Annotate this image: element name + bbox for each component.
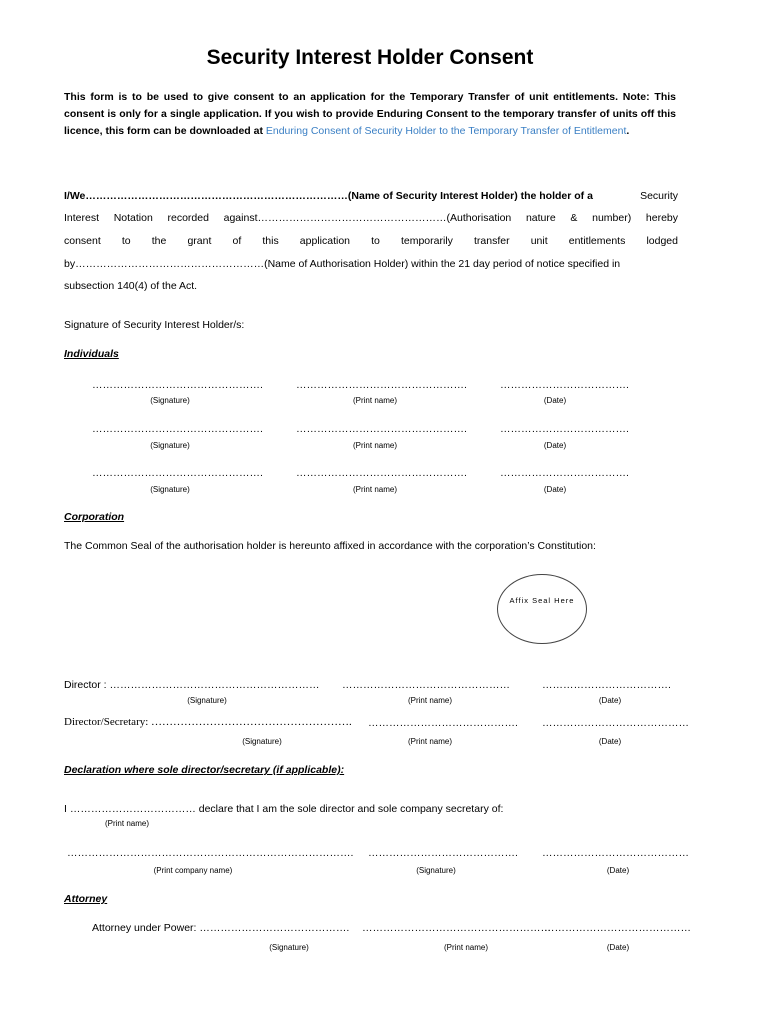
- consent-line-1-end: Security: [640, 190, 678, 202]
- signature-heading: Signature of Security Interest Holder/s:: [64, 319, 245, 331]
- secretary-name-field[interactable]: …………………………………….: [368, 717, 518, 729]
- director-name-caption: (Print name): [407, 696, 452, 705]
- intro-note: [64, 89, 676, 140]
- individual-1-name-caption: (Print name): [352, 396, 397, 405]
- individual-1-signature-caption: (Signature): [150, 396, 190, 405]
- declaration-text[interactable]: I ……………………………… declare that I am the sole director and sole company secretary of:: [64, 803, 504, 815]
- corporation-text: The Common Seal of the authorisation holder is hereunto affixed in accordance with the corporation’s Constitution:: [64, 540, 596, 552]
- secretary-signature-caption: (Signature): [242, 737, 282, 746]
- attorney-date-caption: (Date): [606, 943, 630, 952]
- consent-line-1: [64, 190, 678, 202]
- intro-note-end: .: [626, 125, 630, 137]
- declaration-signature-caption: (Signature): [416, 866, 456, 875]
- attorney-signature-field[interactable]: Attorney under Power: …………………………………….: [92, 922, 350, 934]
- corporation-heading: Corporation: [64, 511, 125, 523]
- consent-line-4: by………………………………………………(Name of Authorisation Holder) within the 21 day period of notice specified in: [64, 258, 621, 270]
- consent-line-5: subsection 140(4) of the Act.: [64, 280, 198, 292]
- director-name-field[interactable]: …………………………………………: [342, 679, 510, 691]
- consent-line-2: Interest Notation recorded against………………………………………………(Authorisation nature & number) hereby: [64, 212, 678, 224]
- individual-2-date-field[interactable]: ……………………………….: [500, 423, 629, 435]
- individual-3-name-field[interactable]: ………………………………………….: [296, 467, 467, 479]
- individual-3-date-field[interactable]: ……………………………….: [500, 467, 629, 479]
- director-date-field[interactable]: ……………………………….: [542, 679, 671, 691]
- director-signature-field[interactable]: Director : ……………………………………………………: [64, 679, 320, 691]
- secretary-name-caption: (Print name): [407, 737, 452, 746]
- attorney-signature-caption: (Signature): [269, 943, 309, 952]
- individual-3-signature-caption: (Signature): [150, 485, 190, 494]
- declaration-date-caption: (Date): [606, 866, 630, 875]
- individual-1-date-field[interactable]: ……………………………….: [500, 379, 629, 391]
- individual-2-name-caption: (Print name): [352, 441, 397, 450]
- individual-3-signature-field[interactable]: ………………………………………….: [92, 467, 263, 479]
- attorney-date-field[interactable]: ……………………………………: [544, 922, 691, 934]
- individual-3-date-caption: (Date): [543, 485, 567, 494]
- declaration-heading: Declaration where sole director/secretary (if applicable):: [64, 764, 345, 776]
- seal-text: Affix Seal Here: [509, 596, 575, 605]
- director-date-caption: (Date): [598, 696, 622, 705]
- secretary-date-field[interactable]: ……………………………………: [542, 717, 689, 729]
- attorney-name-field[interactable]: ………………………………………………: [362, 922, 551, 934]
- individual-1-signature-field[interactable]: ………………………………………….: [92, 379, 263, 391]
- declaration-company-field[interactable]: ……………………………………………………………………….: [67, 847, 354, 859]
- director-signature-caption: (Signature): [187, 696, 227, 705]
- consent-line-3: consent to the grant of this application to temporarily transfer unit entitlements lodged: [64, 235, 678, 247]
- seal-circle[interactable]: [497, 574, 587, 644]
- consent-line-1-start: I/We…………………………………………………………………(Name of Security Interest Holder) the holder of a: [64, 190, 593, 202]
- attorney-heading: Attorney: [64, 893, 108, 905]
- individual-2-date-caption: (Date): [543, 441, 567, 450]
- declaration-signature-field[interactable]: …………………………………….: [368, 847, 518, 859]
- intro-note-text: This form is to be used to give consent to an application for the Temporary Transfer of unit entitlements. Note: This consent is only for a single application. If you wish to provide Enduring Consent to the temporary transfer of units off this licence, this form can be downloaded at: [64, 91, 676, 137]
- secretary-date-caption: (Date): [598, 737, 622, 746]
- declaration-company-caption: (Print company name): [153, 866, 233, 875]
- individual-2-signature-field[interactable]: ………………………………………….: [92, 423, 263, 435]
- individual-2-name-field[interactable]: ………………………………………….: [296, 423, 467, 435]
- declaration-date-field[interactable]: ……………………………………: [542, 847, 689, 859]
- individual-2-signature-caption: (Signature): [150, 441, 190, 450]
- individual-3-name-caption: (Print name): [352, 485, 397, 494]
- attorney-name-caption: (Print name): [443, 943, 488, 952]
- individual-1-name-field[interactable]: ………………………………………….: [296, 379, 467, 391]
- individual-1-date-caption: (Date): [543, 396, 567, 405]
- page-title: Security Interest Holder Consent: [206, 46, 534, 69]
- declaration-print-name-caption: (Print name): [104, 819, 149, 828]
- secretary-signature-field[interactable]: Director/Secretary: ……………………………………………….: [64, 716, 352, 728]
- enduring-consent-link[interactable]: Enduring Consent of Security Holder to the Temporary Transfer of Entitlement: [265, 125, 627, 137]
- individuals-heading: Individuals: [64, 348, 119, 360]
